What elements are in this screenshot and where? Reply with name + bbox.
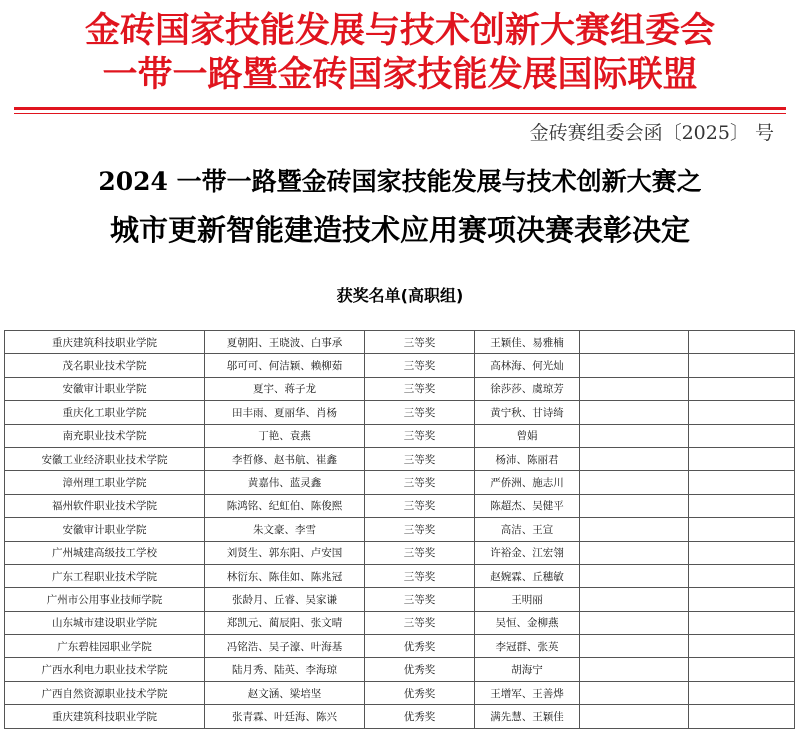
cell-school: 漳州理工职业学院: [5, 471, 205, 494]
table-row: [5, 354, 795, 377]
table-row: [5, 635, 795, 658]
cell-empty: [580, 658, 689, 681]
header-rule-thin: [14, 113, 786, 114]
cell-empty: [580, 494, 689, 517]
cell-empty: [580, 471, 689, 494]
cell-school: 重庆建筑科技职业学院: [5, 705, 205, 728]
cell-empty: [689, 494, 795, 517]
cell-award: 优秀奖: [365, 658, 475, 681]
table-row: [5, 705, 795, 728]
cell-school: 广州城建高级技工学校: [5, 541, 205, 564]
cell-empty: [580, 377, 689, 400]
cell-students: 陆月秀、陆英、李海琼: [205, 658, 365, 681]
cell-award: 三等奖: [365, 424, 475, 447]
cell-school: 茂名职业技术学院: [5, 354, 205, 377]
cell-award: 三等奖: [365, 377, 475, 400]
cell-empty: [689, 635, 795, 658]
cell-empty: [689, 401, 795, 424]
cell-teachers: 许裕金、江宏翎: [475, 541, 580, 564]
cell-students: 赵文涵、梁培坚: [205, 681, 365, 704]
cell-students: 邬可可、何洁颖、赖柳茹: [205, 354, 365, 377]
cell-school: 广州市公用事业技师学院: [5, 588, 205, 611]
cell-students: 李哲修、赵书航、崔鑫: [205, 447, 365, 470]
cell-teachers: 李冠群、张英: [475, 635, 580, 658]
cell-empty: [580, 447, 689, 470]
cell-empty: [580, 635, 689, 658]
organizer-line-2: 一带一路暨金砖国家技能发展国际联盟: [102, 54, 698, 95]
cell-award: 优秀奖: [365, 681, 475, 704]
cell-teachers: 胡海宁: [475, 658, 580, 681]
table-row: [5, 494, 795, 517]
cell-teachers: 满先慧、王颖佳: [475, 705, 580, 728]
cell-award: 三等奖: [365, 611, 475, 634]
cell-teachers: 王颖佳、易雅楠: [475, 331, 580, 354]
cell-school: 重庆建筑科技职业学院: [5, 331, 205, 354]
cell-empty: [689, 705, 795, 728]
table-row: [5, 588, 795, 611]
cell-award: 优秀奖: [365, 705, 475, 728]
cell-empty: [689, 424, 795, 447]
table-row: [5, 424, 795, 447]
cell-teachers: 黄宁秋、甘诗绮: [475, 401, 580, 424]
document-title-line-2: 城市更新智能建造技术应用赛项决赛表彰决定: [109, 213, 690, 247]
table-row: [5, 611, 795, 634]
cell-teachers: 曾娟: [475, 424, 580, 447]
table-row: [5, 658, 795, 681]
cell-empty: [580, 611, 689, 634]
cell-empty: [580, 518, 689, 541]
cell-award: 三等奖: [365, 447, 475, 470]
cell-school: 安徽审计职业学院: [5, 518, 205, 541]
cell-empty: [689, 471, 795, 494]
cell-teachers: 王增军、王善烨: [475, 681, 580, 704]
cell-empty: [689, 658, 795, 681]
cell-empty: [689, 588, 795, 611]
cell-school: 安徽审计职业学院: [5, 377, 205, 400]
cell-school: 重庆化工职业学院: [5, 401, 205, 424]
cell-award: 三等奖: [365, 541, 475, 564]
header-rule-thick: [14, 107, 786, 110]
cell-students: 夏宇、蒋子龙: [205, 377, 365, 400]
cell-empty: [580, 331, 689, 354]
cell-school: 福州软件职业技术学院: [5, 494, 205, 517]
cell-teachers: 高洁、王宣: [475, 518, 580, 541]
cell-empty: [689, 331, 795, 354]
cell-award: 三等奖: [365, 518, 475, 541]
cell-empty: [580, 354, 689, 377]
cell-award: 三等奖: [365, 331, 475, 354]
cell-empty: [580, 588, 689, 611]
table-row: [5, 471, 795, 494]
cell-students: 郑凯元、蔺辰阳、张文晴: [205, 611, 365, 634]
cell-award: 三等奖: [365, 401, 475, 424]
cell-empty: [580, 681, 689, 704]
cell-students: 张龄月、丘睿、吴家谦: [205, 588, 365, 611]
cell-students: 朱文豪、李雪: [205, 518, 365, 541]
table-row: [5, 564, 795, 587]
cell-school: 广西水利电力职业技术学院: [5, 658, 205, 681]
cell-empty: [580, 541, 689, 564]
cell-empty: [689, 541, 795, 564]
cell-students: 冯铭浩、吴子濠、叶海基: [205, 635, 365, 658]
cell-teachers: 高林海、何光灿: [475, 354, 580, 377]
cell-students: 田丰雨、夏丽华、肖杨: [205, 401, 365, 424]
cell-teachers: 陈超杰、吴健平: [475, 494, 580, 517]
cell-students: 陈鸿铭、纪虹伯、陈俊熙: [205, 494, 365, 517]
cell-teachers: 杨沛、陈丽君: [475, 447, 580, 470]
cell-teachers: 徐莎莎、虞琼芳: [475, 377, 580, 400]
cell-empty: [689, 564, 795, 587]
cell-empty: [689, 377, 795, 400]
organizer-line-1: 金砖国家技能发展与技术创新大赛组委会: [84, 10, 715, 51]
cell-empty: [689, 518, 795, 541]
cell-school: 广东工程职业技术学院: [5, 564, 205, 587]
cell-award: 三等奖: [365, 564, 475, 587]
cell-students: 丁艳、袁燕: [205, 424, 365, 447]
cell-empty: [689, 611, 795, 634]
cell-award: 三等奖: [365, 588, 475, 611]
table-row: [5, 331, 795, 354]
cell-school: 南充职业技术学院: [5, 424, 205, 447]
cell-empty: [689, 447, 795, 470]
table-row: [5, 541, 795, 564]
cell-students: 夏朝阳、王晓波、白事承: [205, 331, 365, 354]
cell-teachers: 吴恒、金柳燕: [475, 611, 580, 634]
cell-award: 优秀奖: [365, 635, 475, 658]
award-list-table: [4, 330, 795, 729]
cell-school: 广西自然资源职业技术学院: [5, 681, 205, 704]
cell-teachers: 王明丽: [475, 588, 580, 611]
cell-empty: [580, 424, 689, 447]
cell-empty: [580, 401, 689, 424]
cell-students: 黄嘉伟、蓝灵鑫: [205, 471, 365, 494]
award-list-body: [5, 331, 795, 729]
cell-teachers: 严侨洲、施志川: [475, 471, 580, 494]
cell-students: 张青霖、叶廷海、陈兴: [205, 705, 365, 728]
cell-award: 三等奖: [365, 471, 475, 494]
cell-teachers: 赵婉霖、丘穗敏: [475, 564, 580, 587]
cell-students: 刘贤生、郭东阳、卢安国: [205, 541, 365, 564]
table-row: [5, 518, 795, 541]
cell-award: 三等奖: [365, 494, 475, 517]
cell-school: 安徽工业经济职业技术学院: [5, 447, 205, 470]
cell-students: 林衍东、陈佳如、陈兆冠: [205, 564, 365, 587]
table-row: [5, 681, 795, 704]
cell-empty: [689, 681, 795, 704]
cell-empty: [689, 354, 795, 377]
table-row: [5, 377, 795, 400]
cell-empty: [580, 564, 689, 587]
list-subtitle: 获奖名单(高职组): [336, 286, 464, 305]
table-row: [5, 447, 795, 470]
document-number: 金砖赛组委会函〔2025〕 号: [529, 122, 774, 144]
cell-school: 山东城市建设职业学院: [5, 611, 205, 634]
cell-school: 广东碧桂园职业学院: [5, 635, 205, 658]
table-row: [5, 401, 795, 424]
document-title-line-1: 2024 一带一路暨金砖国家技能发展与技术创新大赛之: [98, 167, 702, 196]
cell-award: 三等奖: [365, 354, 475, 377]
cell-empty: [580, 705, 689, 728]
